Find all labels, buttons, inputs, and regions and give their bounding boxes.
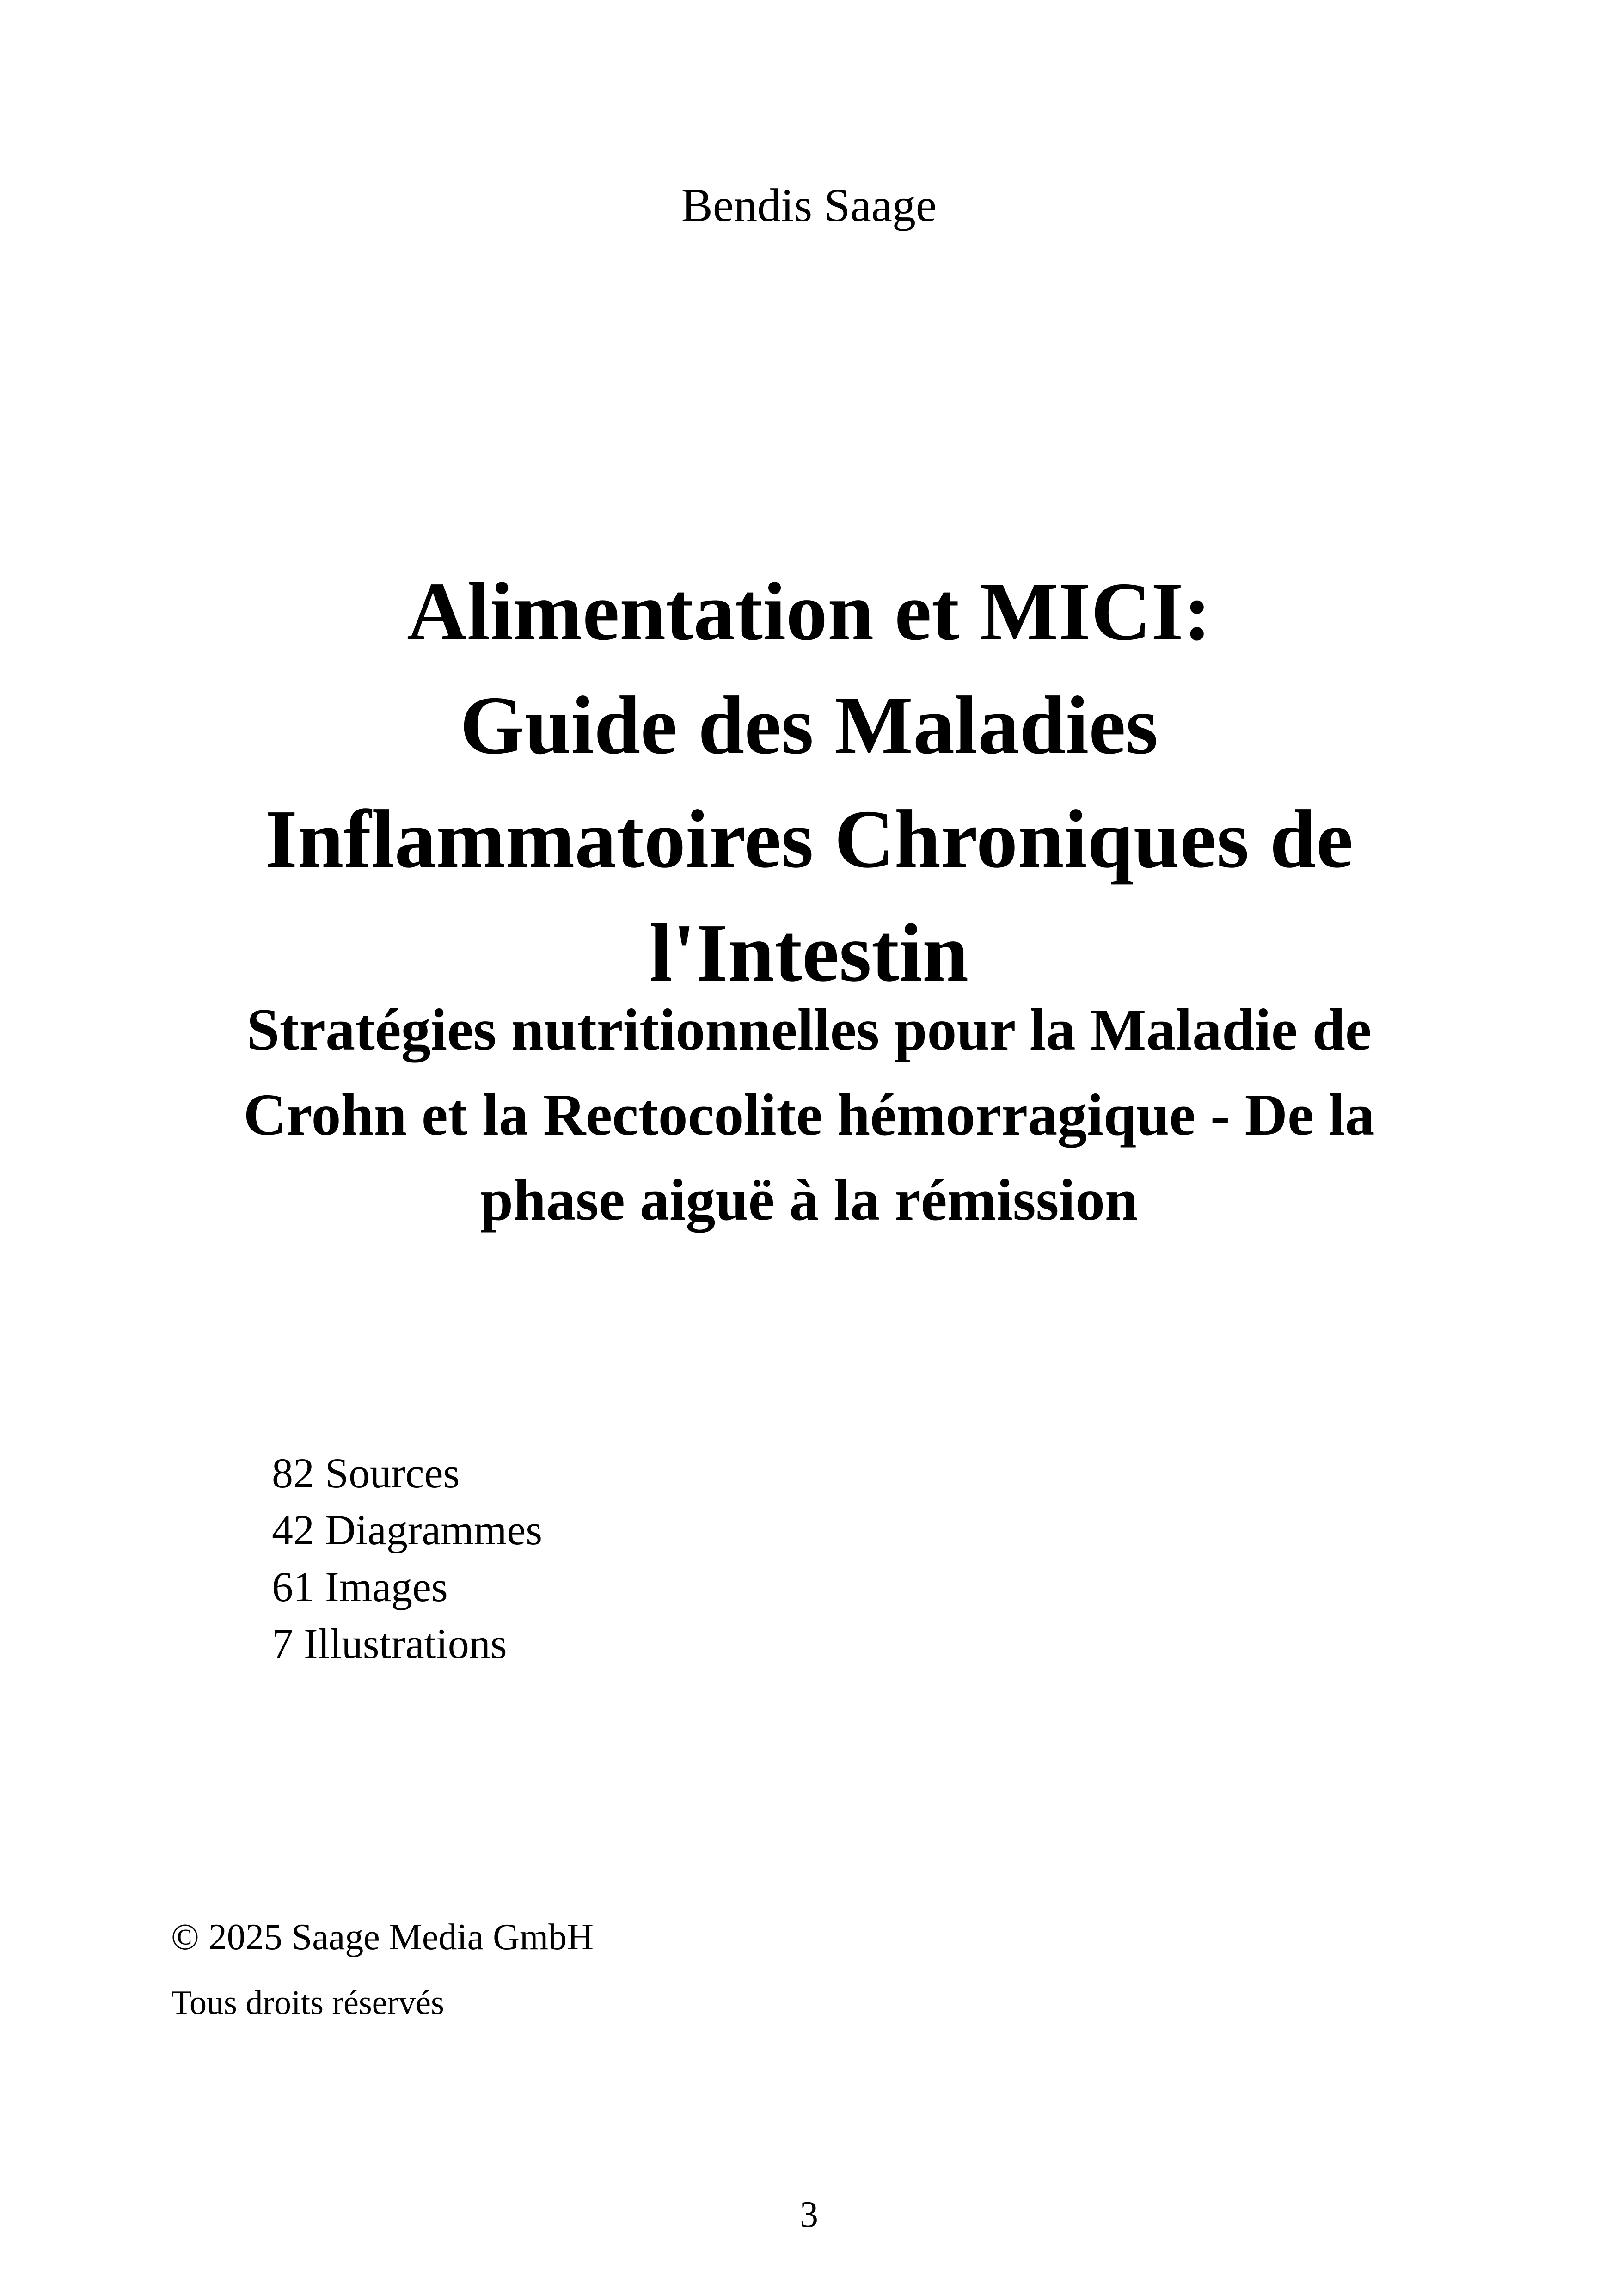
book-title xyxy=(139,555,1479,1010)
book-title-line: l'Intestin xyxy=(649,907,969,999)
author-name: Bendis Saage xyxy=(681,179,937,232)
content-stats-list xyxy=(272,1445,542,1672)
page-number: 3 xyxy=(800,2194,818,2235)
stat-diagrams: 42 Diagrammes xyxy=(272,1506,543,1553)
book-title-line: Guide des Maladies xyxy=(460,679,1158,771)
book-title-line: Inflammatoires Chroniques de xyxy=(265,793,1353,885)
rights-notice: Tous droits réservés xyxy=(171,1984,444,2022)
copyright-notice: © 2025 Saage Media GmbH xyxy=(171,1917,594,1958)
book-subtitle-line: Crohn et la Rectocolite hémorragique - De la xyxy=(243,1082,1375,1148)
book-subtitle-line: phase aiguë à la rémission xyxy=(480,1167,1138,1233)
stat-illustrations: 7 Illustrations xyxy=(272,1620,507,1667)
book-title-line: Alimentation et MICI: xyxy=(407,565,1211,657)
book-subtitle xyxy=(139,987,1479,1242)
stat-images: 61 Images xyxy=(272,1563,448,1610)
book-subtitle-line: Stratégies nutritionnelles pour la Maladie de xyxy=(246,997,1372,1062)
stat-sources: 82 Sources xyxy=(272,1449,460,1497)
